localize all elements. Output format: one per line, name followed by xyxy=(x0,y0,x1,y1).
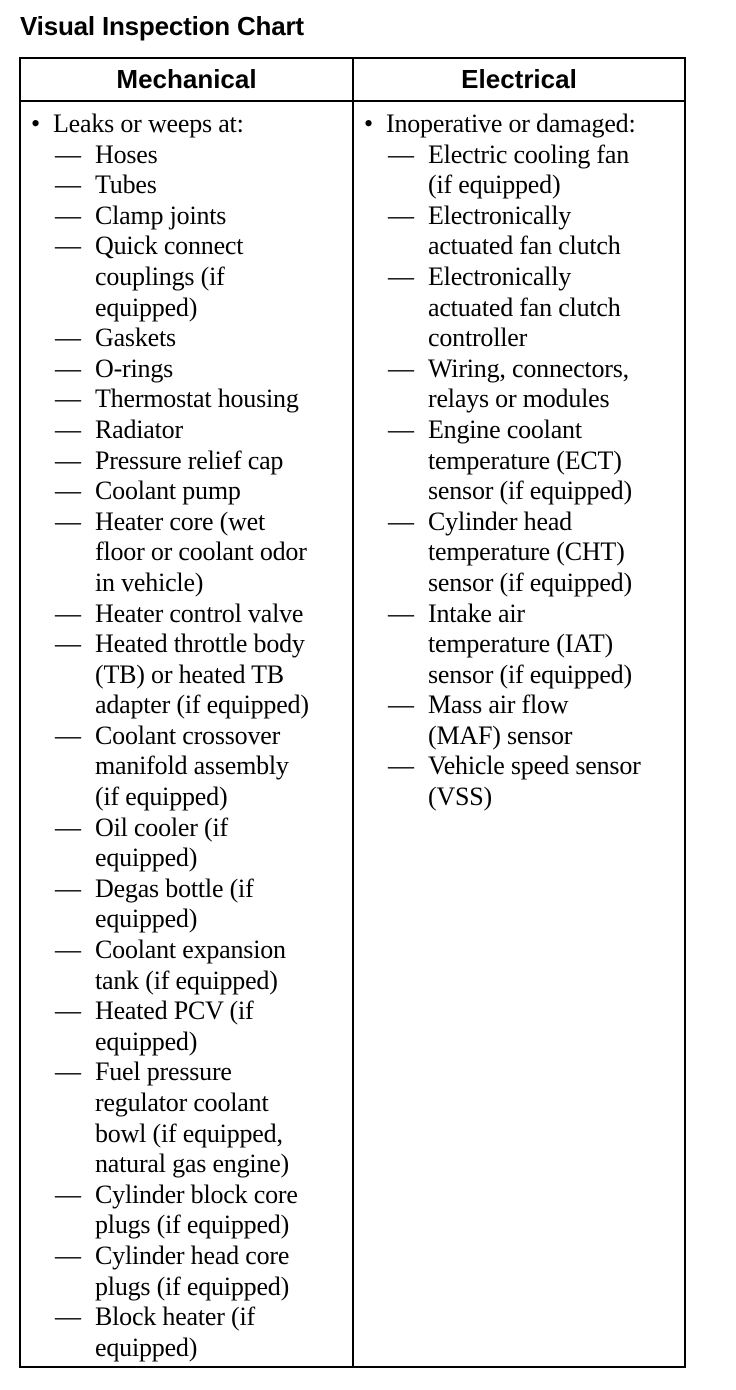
list-item-text: Thermostat housing xyxy=(95,384,299,414)
list-item xyxy=(29,384,347,415)
chart-title: Visual Inspection Chart xyxy=(20,11,304,41)
list-item-text: Coolant pump xyxy=(95,476,241,506)
dash-icon: — xyxy=(55,353,81,383)
list-item-text: Electric cooling fan (if equipped) xyxy=(428,139,630,200)
list-item xyxy=(29,323,347,354)
list-item xyxy=(29,446,347,477)
dash-icon: — xyxy=(55,1179,81,1209)
list-item-text: Quick connect couplings (if equipped) xyxy=(95,231,244,322)
electrical-bullet-text: Inoperative or damaged: xyxy=(386,109,636,138)
dash-icon: — xyxy=(55,873,81,903)
list-item xyxy=(362,354,682,415)
dash-icon: — xyxy=(388,506,414,536)
list-item xyxy=(29,935,347,996)
list-item xyxy=(362,690,682,751)
dash-icon: — xyxy=(55,812,81,842)
list-item-text: Cylinder head core plugs (if equipped) xyxy=(95,1240,290,1301)
list-item-text: Cylinder block core plugs (if equipped) xyxy=(95,1179,298,1240)
list-item-text: Gaskets xyxy=(95,323,176,353)
list-item xyxy=(29,1241,347,1302)
dash-icon: — xyxy=(55,629,81,659)
list-item-text: Heater core (wet floor or coolant odor in vehicle) xyxy=(95,506,307,597)
list-item-text: Heated PCV (if equipped) xyxy=(95,996,254,1056)
bullet-icon: • xyxy=(31,109,40,138)
dash-icon: — xyxy=(388,353,414,383)
list-item xyxy=(29,599,347,630)
dash-icon: — xyxy=(55,720,81,750)
list-item-text: Mass air flow (MAF) sensor xyxy=(428,690,573,750)
list-item xyxy=(362,201,682,262)
list-item xyxy=(29,813,347,874)
list-item xyxy=(29,874,347,935)
list-item-text: Engine coolant temperature (ECT) sensor (if equipped) xyxy=(428,414,632,506)
dash-icon: — xyxy=(388,139,414,169)
list-item xyxy=(29,140,347,171)
list-item xyxy=(29,996,347,1057)
dash-icon: — xyxy=(55,996,81,1026)
dash-icon: — xyxy=(388,261,414,291)
dash-icon: — xyxy=(388,751,414,781)
list-item xyxy=(29,170,347,201)
list-item xyxy=(362,262,682,354)
mechanical-column-header: Mechanical xyxy=(116,64,257,94)
dash-icon: — xyxy=(55,1302,81,1332)
list-item-text: Cylinder head temperature (CHT) sensor (if equipped) xyxy=(428,506,632,597)
list-item-text: Oil cooler (if equipped) xyxy=(95,812,228,873)
list-item xyxy=(29,415,347,446)
list-item xyxy=(362,140,682,201)
column-divider xyxy=(352,59,354,1366)
list-item-text: Heater control valve xyxy=(95,598,304,628)
dash-icon: — xyxy=(55,231,81,261)
mechanical-items-list xyxy=(29,140,347,1364)
electrical-column xyxy=(362,109,682,813)
list-item-text: Hoses xyxy=(95,139,158,169)
header-rule xyxy=(21,100,684,102)
dash-icon: — xyxy=(55,1057,81,1087)
list-item-text: O-rings xyxy=(95,353,174,383)
list-item-text: Wiring, connectors, relays or modules xyxy=(428,353,629,414)
dash-icon: — xyxy=(55,139,81,169)
mechanical-column xyxy=(29,109,347,1363)
list-item-text: Coolant crossover manifold assembly (if equipped) xyxy=(95,720,289,812)
list-item xyxy=(29,201,347,232)
list-item xyxy=(29,354,347,385)
list-item xyxy=(362,751,682,812)
dash-icon: — xyxy=(55,445,81,475)
dash-icon: — xyxy=(55,598,81,628)
list-item-text: Clamp joints xyxy=(95,200,227,230)
list-item xyxy=(29,231,347,323)
list-item-text: Coolant expansion tank (if equipped) xyxy=(95,935,286,995)
list-item-text: Degas bottle (if equipped) xyxy=(95,873,254,934)
dash-icon: — xyxy=(55,506,81,536)
mechanical-bullet-text: Leaks or weeps at: xyxy=(53,109,244,138)
dash-icon: — xyxy=(55,476,81,506)
electrical-column-header: Electrical xyxy=(461,64,577,94)
list-item-text: Tubes xyxy=(95,170,157,200)
dash-icon: — xyxy=(55,414,81,444)
dash-icon: — xyxy=(55,935,81,965)
dash-icon: — xyxy=(388,200,414,230)
list-item xyxy=(29,1057,347,1179)
list-item-text: Intake air temperature (IAT) sensor (if equipped) xyxy=(428,598,632,689)
list-item-text: Heated throttle body (TB) or heated TB adapter (if equipped) xyxy=(95,629,309,720)
list-item-text: Vehicle speed sensor (VSS) xyxy=(428,751,641,812)
list-item-text: Electronically actuated fan clutch xyxy=(428,200,621,261)
bullet-icon: • xyxy=(364,109,373,138)
dash-icon: — xyxy=(55,200,81,230)
dash-icon: — xyxy=(388,414,414,444)
list-item xyxy=(29,1302,347,1363)
dash-icon: — xyxy=(55,323,81,353)
list-item-text: Electronically actuated fan clutch controller xyxy=(428,261,621,353)
list-item xyxy=(29,507,347,599)
list-item xyxy=(29,721,347,813)
list-item-text: Fuel pressure regulator coolant bowl (if equipped, natural gas engine) xyxy=(95,1057,290,1179)
list-item-text: Pressure relief cap xyxy=(95,445,284,475)
dash-icon: — xyxy=(55,384,81,414)
inspection-table xyxy=(19,57,686,1368)
dash-icon: — xyxy=(388,598,414,628)
electrical-bullet xyxy=(362,109,682,140)
list-item-text: Block heater (if equipped) xyxy=(95,1302,255,1362)
mechanical-bullet xyxy=(29,109,347,140)
list-item xyxy=(29,629,347,721)
list-item xyxy=(29,1180,347,1241)
list-item xyxy=(362,415,682,507)
list-item xyxy=(29,476,347,507)
dash-icon: — xyxy=(388,690,414,720)
electrical-items-list xyxy=(362,140,682,813)
list-item xyxy=(362,599,682,691)
list-item-text: Radiator xyxy=(95,414,183,444)
list-item xyxy=(362,507,682,599)
dash-icon: — xyxy=(55,1240,81,1270)
dash-icon: — xyxy=(55,170,81,200)
